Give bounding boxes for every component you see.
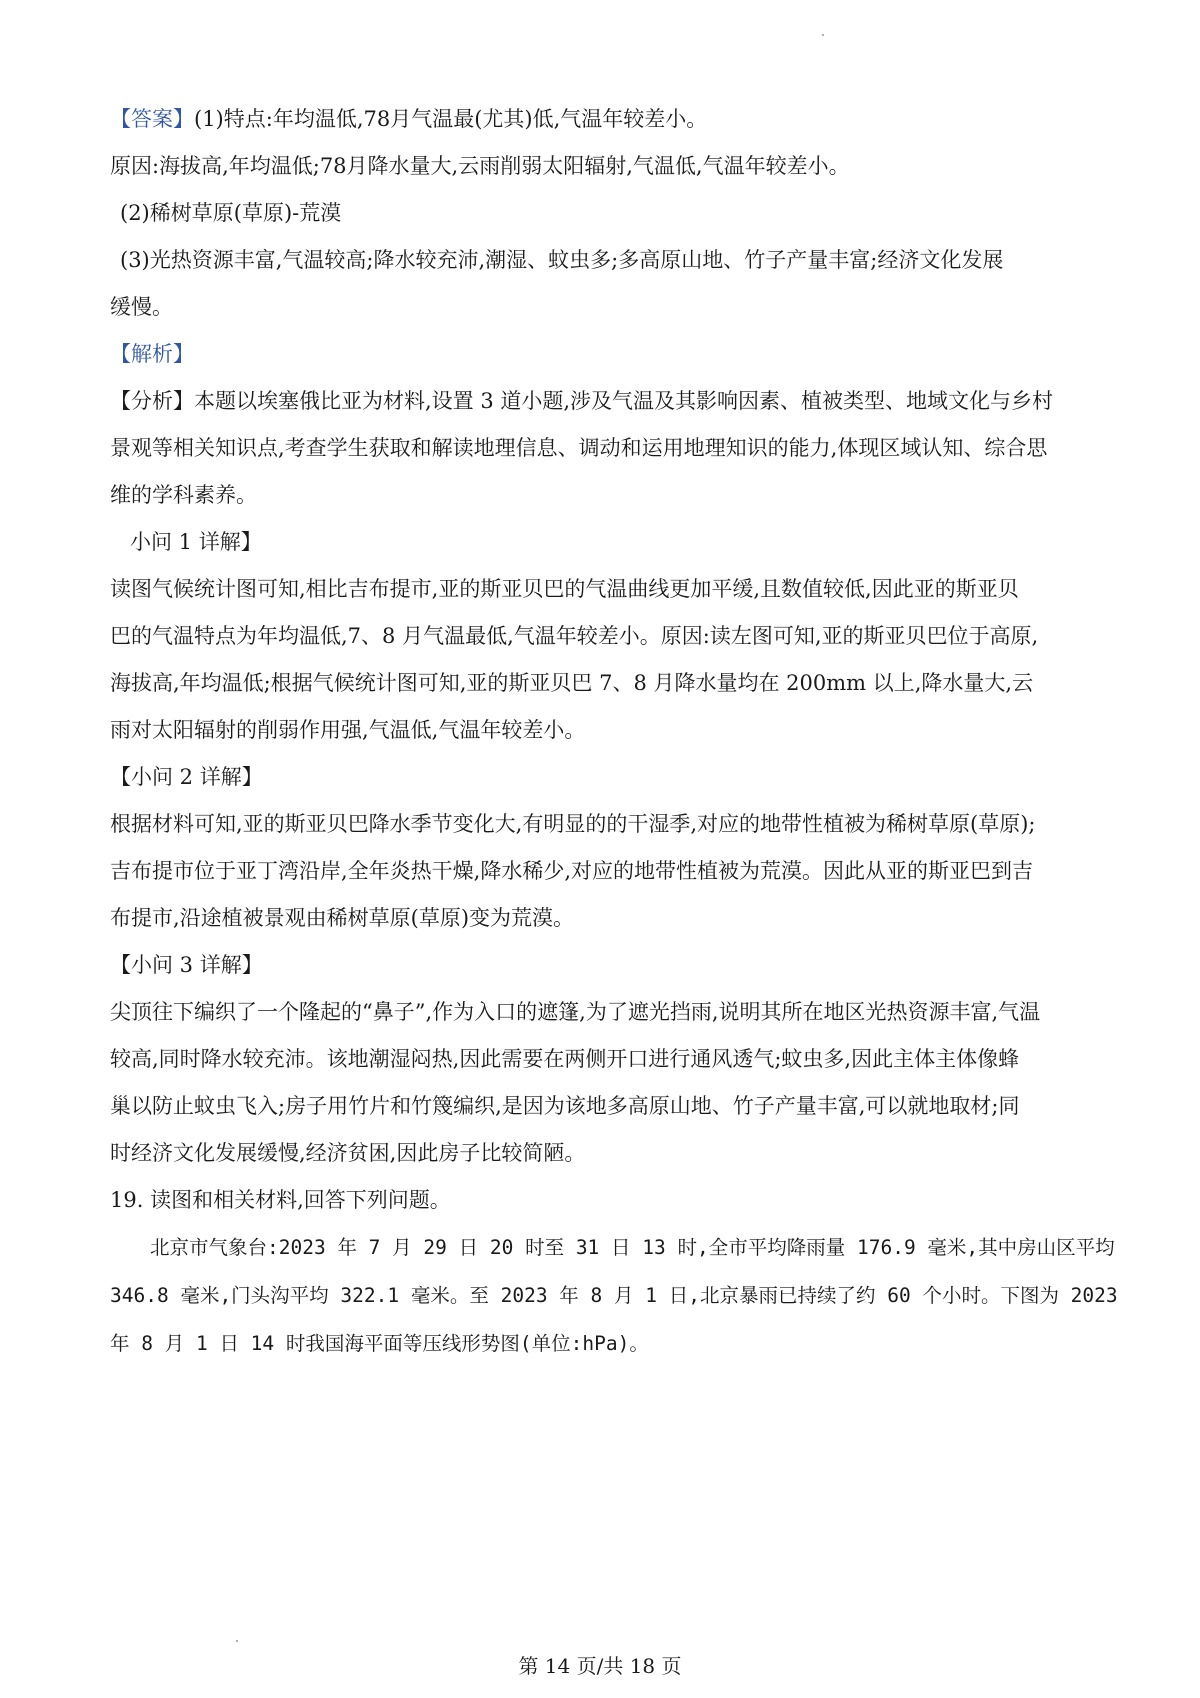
q1-line-2: 巴的气温特点为年均温低,7、8 月气温最低,气温年较差小。原因:读左图可知,亚的斯亚贝巴位于高原, bbox=[110, 624, 1039, 648]
analysis-tag: 【解析】 bbox=[110, 342, 194, 366]
q3-line-4: 时经济文化发展缓慢,经济贫困,因此房子比较简陋。 bbox=[110, 1141, 586, 1165]
q2-line-2: 吉布提市位于亚丁湾沿岸,全年炎热干燥,降水稀少,对应的地带性植被为荒漠。因此从亚的斯亚巴到吉 bbox=[110, 859, 1034, 883]
answer-tag: 【答案】 bbox=[110, 107, 194, 131]
document-body bbox=[110, 96, 1118, 1368]
question-19-material-3: 年 8 月 1 日 14 时我国海平面等压线形势图(单位:hPa)。 bbox=[110, 1332, 649, 1355]
answer-line-4b: 缓慢。 bbox=[110, 295, 173, 319]
q3-line-2: 较高,同时降水较充沛。该地潮湿闷热,因此需要在两侧开口进行通风透气;蚊虫多,因此主体主体像蜂 bbox=[110, 1047, 1020, 1071]
page-footer: 第 14 页/共 18 页 bbox=[518, 1654, 682, 1678]
q2-heading: 【小问 2 详解】 bbox=[110, 765, 263, 789]
q3-heading: 【小问 3 详解】 bbox=[110, 953, 263, 977]
q2-line-1: 根据材料可知,亚的斯亚贝巴降水季节变化大,有明显的的干湿季,对应的地带性植被为稀树草原(草原); bbox=[110, 812, 1036, 836]
answer-line-4a: (3)光热资源丰富,气温较高;降水较充沛,潮湿、蚊虫多;多高原山地、竹子产量丰富;经济文化发展 bbox=[120, 248, 1004, 272]
analysis-intro-2: 景观等相关知识点,考查学生获取和解读地理信息、调动和运用地理知识的能力,体现区域认知、综合思 bbox=[110, 436, 1048, 460]
scan-speck bbox=[822, 34, 824, 36]
analysis-intro-1: 【分析】本题以埃塞俄比亚为材料,设置 3 道小题,涉及气温及其影响因素、植被类型、地域文化与乡村 bbox=[110, 389, 1054, 413]
q1-line-4: 雨对太阳辐射的削弱作用强,气温低,气温年较差小。 bbox=[110, 718, 586, 742]
question-19-material-1: 北京市气象台:2023 年 7 月 29 日 20 时至 31 日 13 时,全市平均降雨量 176.9 毫米,其中房山区平均 bbox=[150, 1236, 1115, 1259]
analysis-intro-3: 维的学科素养。 bbox=[110, 483, 257, 507]
q2-line-3: 布提市,沿途植被景观由稀树草原(草原)变为荒漠。 bbox=[110, 906, 575, 930]
question-19-material-2: 346.8 毫米,门头沟平均 322.1 毫米。至 2023 年 8 月 1 日,北京暴雨已持续了约 60 个小时。下图为 2023 bbox=[110, 1284, 1118, 1307]
q3-line-1: 尖顶往下编织了一个隆起的“鼻子”,作为入口的遮篷,为了遮光挡雨,说明其所在地区光热资源丰富,气温 bbox=[110, 1000, 1041, 1024]
answer-line-2: 原因:海拔高,年均温低;78月降水量大,云雨削弱太阳辐射,气温低,气温年较差小。 bbox=[110, 154, 850, 178]
q3-line-3: 巢以防止蚊虫飞入;房子用竹片和竹篾编织,是因为该地多高原山地、竹子产量丰富,可以就地取材;同 bbox=[110, 1094, 1020, 1118]
q1-heading: 小问 1 详解】 bbox=[130, 530, 262, 554]
q1-line-3: 海拔高,年均温低;根据气候统计图可知,亚的斯亚贝巴 7、8 月降水量均在 200mm 以上,降水量大,云 bbox=[110, 671, 1034, 695]
q1-line-1: 读图气候统计图可知,相比吉布提市,亚的斯亚贝巴的气温曲线更加平缓,且数值较低,因此亚的斯亚贝 bbox=[110, 577, 1019, 601]
question-19-stem: 19. 读图和相关材料,回答下列问题。 bbox=[110, 1188, 451, 1212]
answer-line-1: 【答案】(1)特点:年均温低,78月气温最(尤其)低,气温年较差小。 bbox=[110, 107, 708, 131]
answer-line-3: (2)稀树草原(草原)-荒漠 bbox=[120, 201, 342, 225]
scan-speck bbox=[236, 1640, 238, 1642]
